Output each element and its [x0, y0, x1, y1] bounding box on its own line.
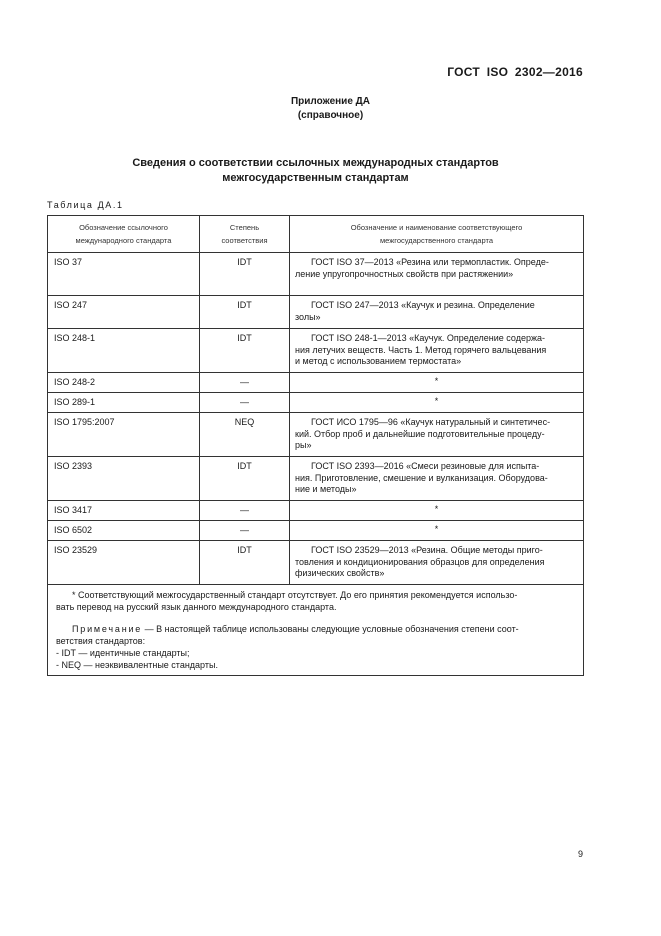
degree-cell: IDT	[200, 457, 290, 501]
reference-cell: ISO 3417	[48, 501, 200, 521]
interstate-cell: ГОСТ ISO 23529—2013 «Резина. Общие методы приго- товления и кондиционирования образцов для определения физических свойств»	[290, 541, 584, 585]
table-row	[48, 296, 584, 329]
footnote-text: вать перевод на русский язык данного международного стандарта.	[56, 601, 337, 612]
note-list-item: - IDT — идентичные стандарты;	[56, 647, 190, 658]
table-row	[48, 329, 584, 373]
table-notes	[48, 585, 584, 676]
annex-heading	[0, 95, 661, 123]
reference-cell: ISO 1795:2007	[48, 413, 200, 457]
column-header-interstate: Обозначение и наименование соответствующего межгосударственного стандарта	[290, 216, 584, 253]
degree-cell: —	[200, 501, 290, 521]
degree-cell: NEQ	[200, 413, 290, 457]
reference-cell: ISO 6502	[48, 521, 200, 541]
section-title-line: межгосударственным стандартам	[222, 172, 409, 184]
table-row	[48, 413, 584, 457]
interstate-cell: ГОСТ ISO 2393—2016 «Смеси резиновые для испыта- ния. Приготовление, смешение и вулканизация. Оборудова- ние и методы»	[290, 457, 584, 501]
note-list-item: - NEQ — неэквивалентные стандарты.	[56, 659, 218, 670]
table-row	[48, 501, 584, 521]
interstate-cell: ГОСТ ИСО 1795—96 «Каучук натуральный и синтетичес- кий. Отбор проб и дальнейшие подготовительные процеду- ры»	[290, 413, 584, 457]
footnote-marker: *	[290, 393, 584, 413]
note-label: Примечание	[72, 624, 143, 635]
interstate-cell: ГОСТ ISO 248-1—2013 «Каучук. Определение содержа- ния летучих веществ. Часть 1. Метод горячего вальцевания и метод с использованием термостата»	[290, 329, 584, 373]
table-row	[48, 541, 584, 585]
annex-title: Приложение ДА	[290, 96, 371, 107]
table-row	[48, 393, 584, 413]
degree-cell: IDT	[200, 296, 290, 329]
table-row	[48, 373, 584, 393]
page-number: 9	[577, 849, 583, 859]
footnote-marker: *	[290, 373, 584, 393]
annex-subtitle: (справочное)	[297, 110, 364, 121]
table-row	[48, 457, 584, 501]
column-header-degree: Степень соответствия	[200, 216, 290, 253]
correspondence-table	[47, 215, 584, 676]
reference-cell: ISO 247	[48, 296, 200, 329]
table-notes-row	[48, 585, 584, 676]
interstate-cell: ГОСТ ISO 247—2013 «Каучук и резина. Определение золы»	[290, 296, 584, 329]
table-header-row	[48, 216, 584, 253]
reference-cell: ISO 248-1	[48, 329, 200, 373]
standard-code: ГОСТ ISO 2302—2016	[447, 65, 583, 79]
column-header-reference: Обозначение ссылочного международного стандарта	[48, 216, 200, 253]
reference-cell: ISO 248-2	[48, 373, 200, 393]
reference-cell: ISO 37	[48, 253, 200, 296]
degree-cell: —	[200, 393, 290, 413]
degree-cell: —	[200, 521, 290, 541]
note-text: ветствия стандартов:	[56, 636, 146, 647]
degree-cell: IDT	[200, 541, 290, 585]
footnote-marker: *	[290, 521, 584, 541]
table-row	[48, 253, 584, 296]
degree-cell: IDT	[200, 329, 290, 373]
interstate-cell: ГОСТ ISO 37—2013 «Резина или термопластик. Опреде- ление упругопрочностных свойств при растяжении»	[290, 253, 584, 296]
table-caption: Таблица ДА.1	[47, 200, 124, 210]
reference-cell: ISO 289-1	[48, 393, 200, 413]
footnote-text: * Соответствующий межгосударственный стандарт отсутствует. До его принятия рекомендуется использо-	[72, 590, 518, 600]
footnote-marker: *	[290, 501, 584, 521]
note-text: Примечание — В настоящей таблице использованы следующие условные обозначения степени соот-	[72, 624, 519, 635]
section-title-line: Сведения о соответствии ссылочных международных стандартов	[132, 157, 499, 169]
degree-cell: IDT	[200, 253, 290, 296]
table-row	[48, 521, 584, 541]
section-title	[0, 156, 631, 186]
degree-cell: —	[200, 373, 290, 393]
reference-cell: ISO 23529	[48, 541, 200, 585]
reference-cell: ISO 2393	[48, 457, 200, 501]
